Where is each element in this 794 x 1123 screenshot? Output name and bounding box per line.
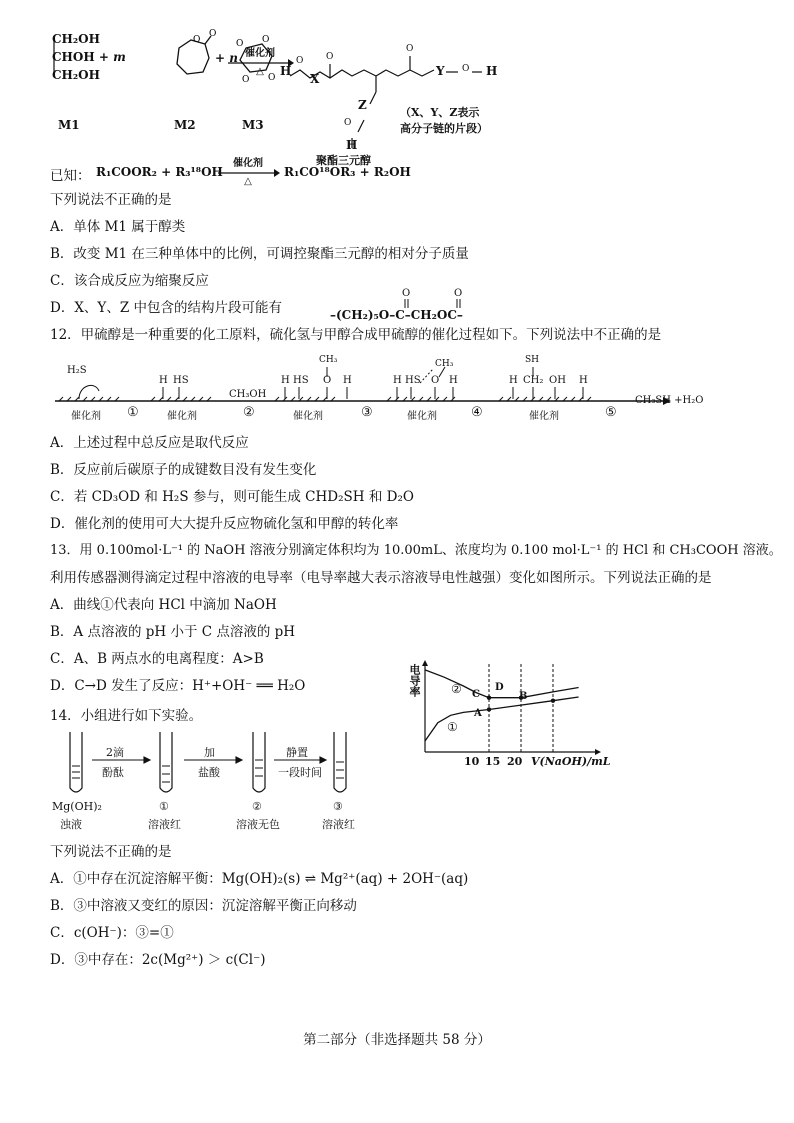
g3-h2: H (343, 375, 352, 386)
svg-text:O: O (242, 75, 250, 85)
catalyst-label: 催化剂 (71, 411, 101, 422)
q12-option-b: B．反应前后碳原子的成键数目没有发生变化 (50, 462, 317, 478)
q12-stem: 12．甲硫醇是一种重要的化工原料，硫化氢与甲醇合成甲硫醇的催化过程如下。下列说法中不正确的是 (50, 327, 662, 343)
known-right: R₁CO¹⁸OR₃ + R₂OH (284, 165, 411, 179)
catalyst-label: 催化剂 (245, 48, 275, 59)
g2-h: H (159, 375, 168, 386)
series-label-2: ② (451, 682, 462, 696)
g5-ch2: CH₂ (523, 375, 544, 386)
q13-stem-line2: 利用传感器测得滴定过程中溶液的电导率（电导率越大表示溶液导电性越强）变化如图所示。下列说法正确的是 (50, 570, 712, 586)
section-footer: 第二部分（非选择题共 58 分） (303, 1032, 491, 1048)
product-z: Z (358, 98, 367, 112)
m1-label: M1 (58, 118, 80, 132)
point-a (487, 707, 491, 711)
step-3: ③ (361, 405, 373, 420)
q12-option-d: D．催化剂的使用可大大提升反应物硫化氢和甲醇的转化率 (50, 516, 399, 532)
known-reaction (50, 160, 450, 190)
series-label-1: ① (447, 720, 458, 734)
q11-option-c: C．该合成反应为缩聚反应 (50, 273, 209, 289)
q11-option-d: D．X、Y、Z 中包含的结构片段可能有 (50, 300, 283, 316)
q11-option-a: A．单体 M1 属于醇类 (50, 219, 186, 235)
catalyst-label: 催化剂 (293, 411, 323, 422)
product-o-mid: O (344, 118, 352, 128)
product-o-top: O (326, 52, 334, 62)
tube0-label: Mg(OH)₂ (52, 800, 102, 813)
series-line-1 (425, 697, 579, 741)
d-o2: O (454, 288, 463, 299)
step-4: ④ (471, 405, 483, 420)
g3-h: H (281, 375, 290, 386)
point-label-b: B (519, 691, 528, 702)
d-o1: O (402, 288, 411, 299)
plus-n: + n (215, 51, 238, 65)
product-h2: H (346, 138, 358, 152)
point-label-a: A (474, 708, 482, 719)
chart-xlabel: V(NaOH)/mL (531, 755, 611, 768)
m1-line: CH₂OH (52, 32, 100, 46)
product-x: X (310, 72, 320, 86)
q13-option-b: B．A 点溶液的 pH 小于 C 点溶液的 pH (50, 624, 296, 640)
svg-text:O: O (262, 35, 270, 45)
known-catalyst: 催化剂 (233, 158, 263, 169)
svg-text:O: O (209, 29, 217, 39)
conductivity-chart (405, 660, 620, 775)
svg-text:O: O (193, 35, 201, 45)
h2s-label: H₂S (67, 365, 87, 376)
g4-ch3: CH₃ (435, 359, 454, 369)
q14-option-b: B．③中溶液又变红的原因：沉淀溶解平衡正向移动 (50, 898, 357, 914)
product-o-right: O (406, 44, 414, 54)
q14-option-d: D．③中存在：2c(Mg²⁺) ＞ c(Cl⁻) (50, 952, 266, 968)
q12-option-a: A．上述过程中总反应是取代反应 (50, 435, 249, 451)
g4-o: O (431, 375, 440, 386)
q11-d-structure (330, 288, 480, 328)
tube1-num: ① (159, 800, 169, 813)
point-label-c: C (472, 689, 480, 700)
catalyst-label: 催化剂 (529, 411, 559, 422)
m1-line: CHOH + m (52, 50, 126, 64)
m1-line: CH₂OH (52, 68, 100, 82)
step-2: ② (243, 405, 255, 420)
m3-label: M3 (242, 118, 264, 132)
x-tick-label: 15 (485, 755, 501, 768)
m2-label: M2 (174, 118, 196, 132)
step2-bottom: 盐酸 (198, 766, 220, 779)
point-b (551, 698, 555, 702)
product-label: CH₃SH +H₂O (635, 395, 704, 406)
q14-option-c: C．c(OH⁻)：③=① (50, 925, 174, 941)
note-line2: 高分子链的片段） (400, 122, 488, 135)
x-tick-label: 20 (507, 755, 523, 768)
plus-m: + m (98, 50, 126, 64)
m1-structure (52, 30, 126, 84)
step-1: ① (127, 405, 139, 420)
svg-text:O: O (236, 39, 244, 49)
heat-label: △ (256, 66, 264, 77)
step1-top: 2滴 (106, 746, 124, 759)
q12-process-diagram (55, 355, 715, 427)
x-tick-label: 10 (464, 755, 480, 768)
g5-h: H (509, 375, 518, 386)
step1-bottom: 酚酞 (102, 766, 124, 779)
known-label: 已知： (50, 168, 91, 184)
g4-hs: HS (405, 375, 421, 386)
g2-hs: HS (173, 375, 189, 386)
m2-structure (165, 28, 215, 88)
catalyst-label: 催化剂 (407, 411, 437, 422)
chart-ylabel: 电导率 (408, 664, 421, 697)
tube1-sub: 溶液红 (148, 818, 181, 831)
g4-h2: H (449, 375, 458, 386)
q11-option-b: B．改变 M1 在三种单体中的比例，可调控聚酯三元醇的相对分子质量 (50, 246, 469, 262)
catalyst-label: 催化剂 (167, 411, 197, 422)
product-o1: O (296, 56, 304, 66)
q14-experiment (50, 730, 370, 835)
product-o2: O (462, 64, 470, 74)
tube2-sub: 溶液无色 (236, 818, 280, 831)
g3-hs: HS (293, 375, 309, 386)
g5-h2: H (579, 375, 588, 386)
tube3-num: ③ (333, 800, 343, 813)
step3-top: 静置 (286, 746, 308, 759)
step2-top: 加 (204, 746, 215, 759)
product-h1: H (280, 64, 292, 78)
reaction-scheme-q11 (40, 20, 500, 167)
tube3-sub: 溶液红 (322, 818, 355, 831)
q13-option-d: D．C→D 发生了反应：H⁺+OH⁻ ══ H₂O (50, 678, 306, 694)
ch3oh-label: CH₃OH (229, 389, 267, 400)
known-left: R₁COOR₂ + R₃¹⁸OH (96, 165, 223, 179)
q13-option-a: A．曲线①代表向 HCl 中滴加 NaOH (50, 597, 277, 613)
product-y: Y (436, 64, 445, 78)
note-line1: （X、Y、Z表示 (400, 106, 480, 119)
point-label-d: D (495, 682, 504, 693)
q12-option-c: C．若 CD₃OD 和 H₂S 参与，则可能生成 CHD₂SH 和 D₂O (50, 489, 414, 505)
g5-sh: SH (525, 355, 540, 365)
y-axis-arrow (422, 660, 428, 666)
svg-text:O: O (268, 73, 276, 83)
step-5: ⑤ (605, 405, 617, 420)
q14-option-a: A．①中存在沉淀溶解平衡：Mg(OH)₂(s) ⇌ Mg²⁺(aq) + 2OH⁻(aq) (50, 871, 469, 887)
d-struct-text: –(CH₂)₅O–C–CH₂OC– (330, 308, 463, 322)
q14-question: 下列说法不正确的是 (50, 844, 172, 860)
product-structure (272, 20, 502, 160)
known-heat: △ (244, 176, 252, 187)
q13-option-c: C．A、B 两点水的电离程度：A>B (50, 651, 264, 667)
g3-ch3: CH₃ (319, 355, 338, 365)
tube2-num: ② (252, 800, 262, 813)
q13-stem-line1: 13．用 0.100mol·L⁻¹ 的 NaOH 溶液分别滴定体积均为 10.00mL、浓度均为 0.100 mol·L⁻¹ 的 HCl 和 CH₃COOH 溶液。 (50, 543, 782, 558)
g4-h: H (393, 375, 402, 386)
step3-bottom: 一段时间 (278, 766, 322, 779)
point-c (487, 696, 491, 700)
q14-stem: 14．小组进行如下实验。 (50, 708, 203, 724)
m1-backbone (52, 38, 58, 78)
g3-o: O (323, 375, 332, 386)
g5-oh: OH (549, 375, 566, 386)
product-h3: H (486, 64, 498, 78)
q11-stem: 下列说法不正确的是 (50, 192, 172, 208)
tube0-sub: 浊液 (60, 818, 82, 831)
product-label: 聚酯三元醇 (316, 154, 371, 167)
